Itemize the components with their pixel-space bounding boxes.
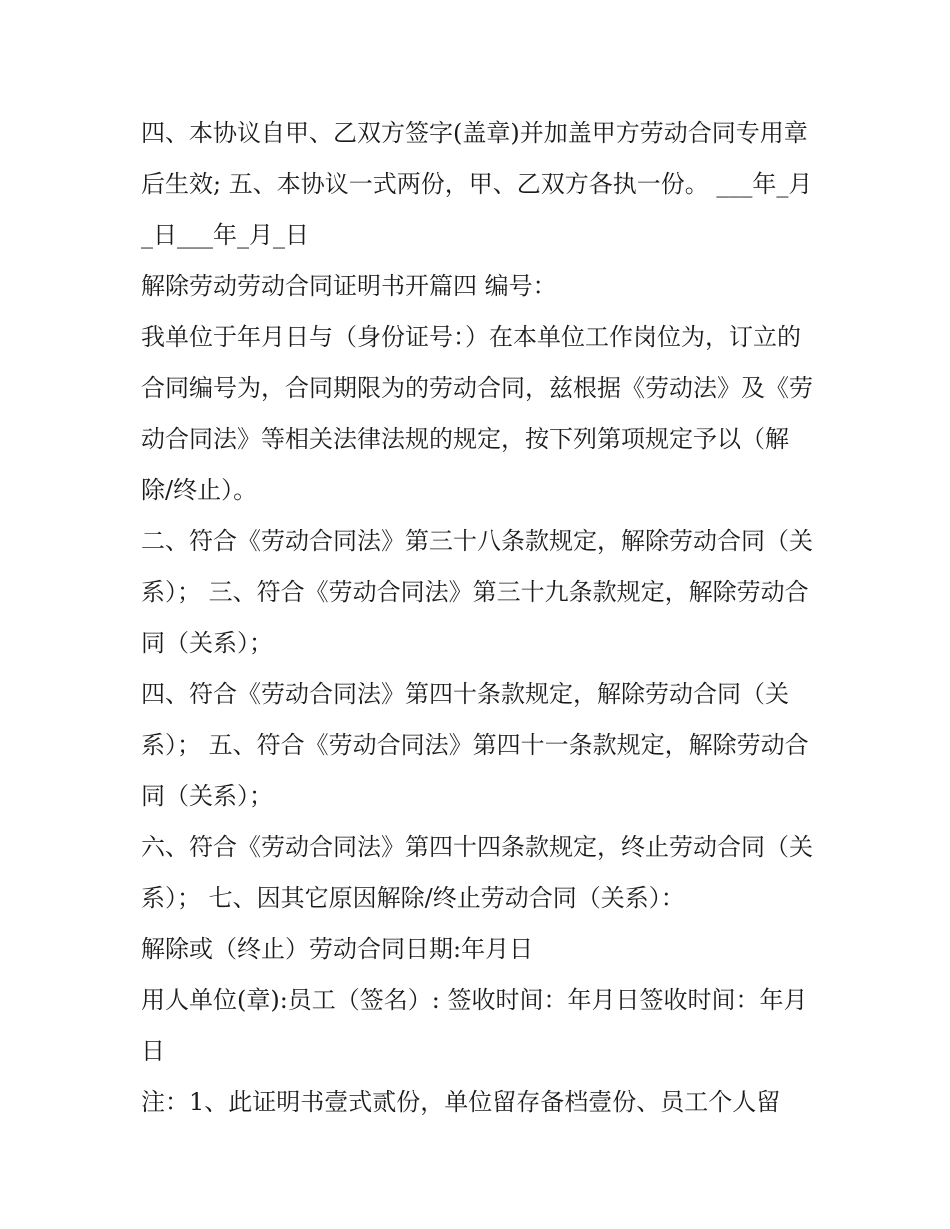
paragraph-clause-4-5: 四、符合《劳动合同法》第四十条款规定，解除劳动合同（关系）； 五、符合《劳动合同法》第四十一条款规定，解除劳动合同（关系）； xyxy=(141,680,809,810)
paragraph-signatures: 用人单位(章):员工（签名）: 签收时间：年月日签收时间：年月日 xyxy=(141,986,808,1065)
paragraph-clause-2-3: 二、符合《劳动合同法》第三十八条款规定，解除劳动合同（关系）； 三、符合《劳动合同法》第三十九条款规定，解除劳动合同（关系）； xyxy=(141,527,813,657)
paragraph-note: 注：1、此证明书壹式贰份，单位留存备档壹份、员工个人留 xyxy=(141,1088,781,1116)
paragraph-agreement-effect: 四、本协议自甲、乙双方签字(盖章)并加盖甲方劳动合同专用章后生效; 五、本协议一式两份，甲、乙双方各执一份。 ___年_月_日___年_月_日 xyxy=(141,119,813,249)
paragraph-termination-date: 解除或（终止）劳动合同日期:年月日 xyxy=(141,935,534,963)
document-body xyxy=(141,108,821,1128)
paragraph-certificate-heading: 解除劳动劳动合同证明书开篇四 编号： xyxy=(141,272,557,300)
paragraph-certificate-intro: 我单位于年月日与（身份证号：）在本单位工作岗位为，订立的合同编号为，合同期限为的劳动合同，兹根据《劳动法》及《劳动合同法》等相关法律法规的规定，按下列第项规定予以（解除/终止）。 xyxy=(141,323,813,504)
paragraph-clause-6-7: 六、符合《劳动合同法》第四十四条款规定，终止劳动合同（关系）； 七、因其它原因解除/终止劳动合同（关系）： xyxy=(141,833,813,912)
